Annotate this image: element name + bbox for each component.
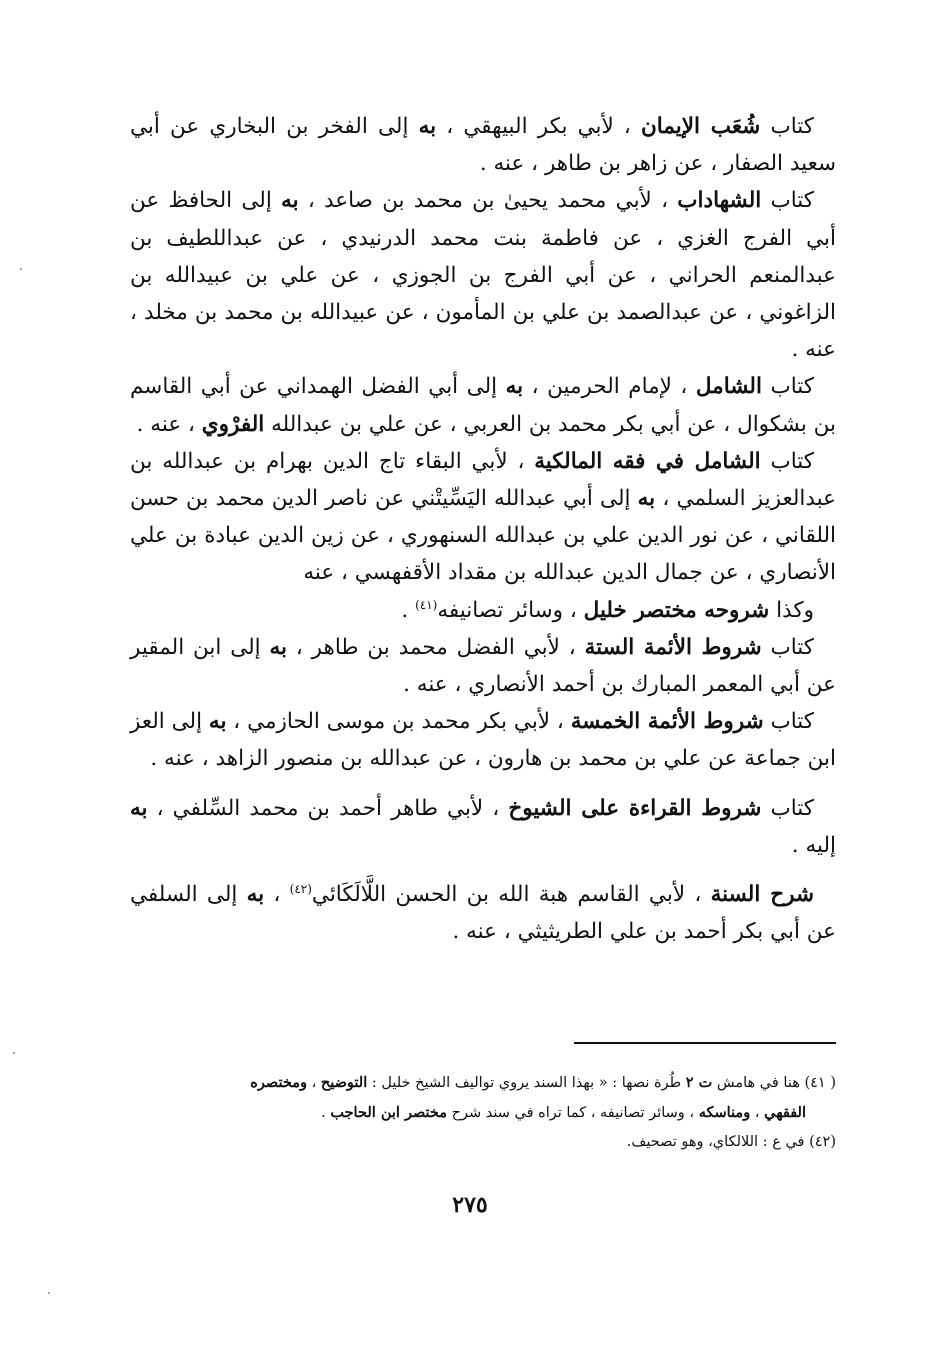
footnote-line: [140, 1128, 836, 1157]
bold-term: شروط القراءة على الشيوخ: [508, 795, 762, 821]
footnote-line: [140, 1068, 836, 1098]
bold-term: به: [281, 188, 299, 214]
bold-term: شروط الأئمة الستة: [584, 634, 762, 660]
paragraph: [130, 703, 836, 777]
bold-term: به: [505, 374, 524, 400]
text-run: إلى أبي الفضل الهمداني عن أبي القاسم بن بشكوال ، عن أبي بكر محمد بن العربي ، عن علي بن عبدالله: [130, 374, 836, 437]
bold-term: به: [130, 795, 148, 821]
footnote-ref: (٤٢): [289, 881, 312, 896]
text-run: ، لأبي بكر محمد بن موسى الحازمي ،: [226, 709, 571, 735]
text-run: .: [321, 1105, 331, 1121]
bold-term: الشهاداب: [677, 188, 762, 214]
bold-term: الفقهي: [764, 1104, 806, 1121]
bold-term: به: [269, 634, 288, 660]
text-run: كتاب: [761, 374, 814, 400]
bold-term: ومناسكه: [698, 1104, 751, 1121]
text-run: (٤٢) في ع : اللالكاي، وهو تصحيف.: [626, 1134, 836, 1150]
footnote-ref: (٤١): [415, 597, 438, 612]
scan-speck: [48, 1292, 50, 1294]
footnotes: [140, 1068, 836, 1157]
text-run: ، وسائر تصانيفه ، كما تراه في سند شرح: [447, 1105, 699, 1121]
text-run: ، لأبي القاسم هبة الله بن الحسن اللَّالَكَائي: [311, 882, 711, 908]
paragraph: [130, 629, 836, 703]
text-run: كتاب: [760, 114, 814, 139]
footnote-line: [140, 1098, 836, 1128]
bold-term: ومختصره: [250, 1074, 307, 1091]
text-run: إلى العز ابن جماعة عن علي بن محمد بن هارون ، عن عبدالله بن منصور الزاهد ، عنه .: [130, 709, 836, 772]
text-run: ،: [264, 882, 290, 908]
paragraph: [130, 443, 836, 592]
paragraph: [130, 790, 836, 864]
paragraph: [130, 108, 836, 182]
bold-term: مختصر ابن الحاجب: [330, 1104, 448, 1121]
bold-term: به: [637, 486, 656, 512]
text-run: ، لأبي بكر البيهقي ،: [436, 114, 642, 139]
bold-term: شروط الأئمة الخمسة: [570, 709, 764, 735]
footnote-separator: [574, 1042, 836, 1044]
bold-term: شروحه مختصر خليل: [583, 597, 770, 623]
text-run: كتاب: [761, 795, 814, 821]
paragraph: [130, 592, 836, 629]
body-text: [130, 108, 836, 950]
paragraph: [130, 368, 836, 442]
text-run: كتاب: [761, 188, 815, 214]
text-run: ، لأبي البقاء تاج الدين بهرام بن عبدالله بن عبدالعزيز السلمي ،: [130, 448, 836, 512]
paragraph: [130, 182, 836, 368]
paragraph: [130, 876, 836, 950]
text-run: إلى الفخر بن البخاري عن أبي سعيد الصفار ، عن زاهر بن طاهر ، عنه .: [130, 114, 836, 177]
text-run: إلى ابن المقير عن أبي المعمر المبارك بن أحمد الأنصاري ، عنه .: [130, 634, 836, 698]
text-run: إلى الحافظ عن أبي الفرج الغزي ، عن فاطمة بنت محمد الدرنيدي ، عن عبداللطيف بن عبدالمنعم الحراني ، عن أبي الفرج بن الجوزي ، عن علي بن عبيدالله بن الزاغوني ، عن عبدالصمد بن علي بن المأمون ، عن عبيدالله بن محمد بن مخلد ، عنه .: [130, 188, 836, 363]
bold-term: به: [418, 114, 437, 139]
bold-term: التوضيح: [320, 1074, 368, 1091]
text-run: ، لأبي محمد يحيىٰ بن محمد بن صاعد ،: [298, 188, 678, 214]
text-run: كتاب: [761, 634, 814, 660]
text-run: .: [401, 597, 416, 623]
bold-term: شُعَب الإيمان: [641, 114, 761, 139]
text-run: ، لأبي طاهر أحمد بن محمد السِّلفي ،: [147, 795, 509, 821]
scan-speck: [13, 1052, 15, 1054]
text-run: إلى أبي عبدالله اليَسِّيتْني عن ناصر الدين محمد بن حسن اللقاني ، عن نور الدين علي بن عبدالله السنهوري ، عن زين الدين عبادة بن علي الأنصاري ، عن جمال الدين عبدالله بن مقداد الأقفهسي ، عنه: [130, 486, 836, 586]
text-run: ، لأبي الفضل محمد بن طاهر ،: [287, 634, 585, 660]
bold-term: به: [208, 709, 227, 735]
text-run: وكذا: [769, 597, 814, 623]
text-run: طُرة نصها : « بهذا السند يروي تواليف الشيخ خليل :: [367, 1075, 686, 1091]
text-run: كتاب: [760, 448, 814, 474]
page-number: ٢٧٥: [452, 1192, 488, 1218]
text-run: كتاب: [763, 709, 814, 735]
text-run: ،: [306, 1075, 321, 1091]
scan-speck: [20, 268, 22, 270]
bold-term: ت ٢: [685, 1074, 713, 1091]
text-run: ،: [750, 1105, 765, 1121]
text-run: إلى السلفي عن أبي بكر أحمد بن علي الطريثيثي ، عنه .: [130, 882, 836, 945]
text-run: إليه .: [791, 832, 836, 858]
bold-term: الشامل في فقه المالكية: [534, 448, 761, 474]
text-run: ( ٤١) هنا في هامش: [712, 1075, 836, 1091]
text-run: ، لإمام الحرمين ،: [523, 374, 696, 400]
text-run: ، عنه .: [136, 411, 202, 437]
bold-term: الشامل: [695, 374, 762, 400]
bold-term: به: [246, 882, 265, 908]
bold-term: شرح السنة: [710, 882, 814, 908]
bold-term: الفرْوي: [201, 411, 265, 437]
text-run: ، وسائر تصانيفه: [437, 597, 584, 623]
